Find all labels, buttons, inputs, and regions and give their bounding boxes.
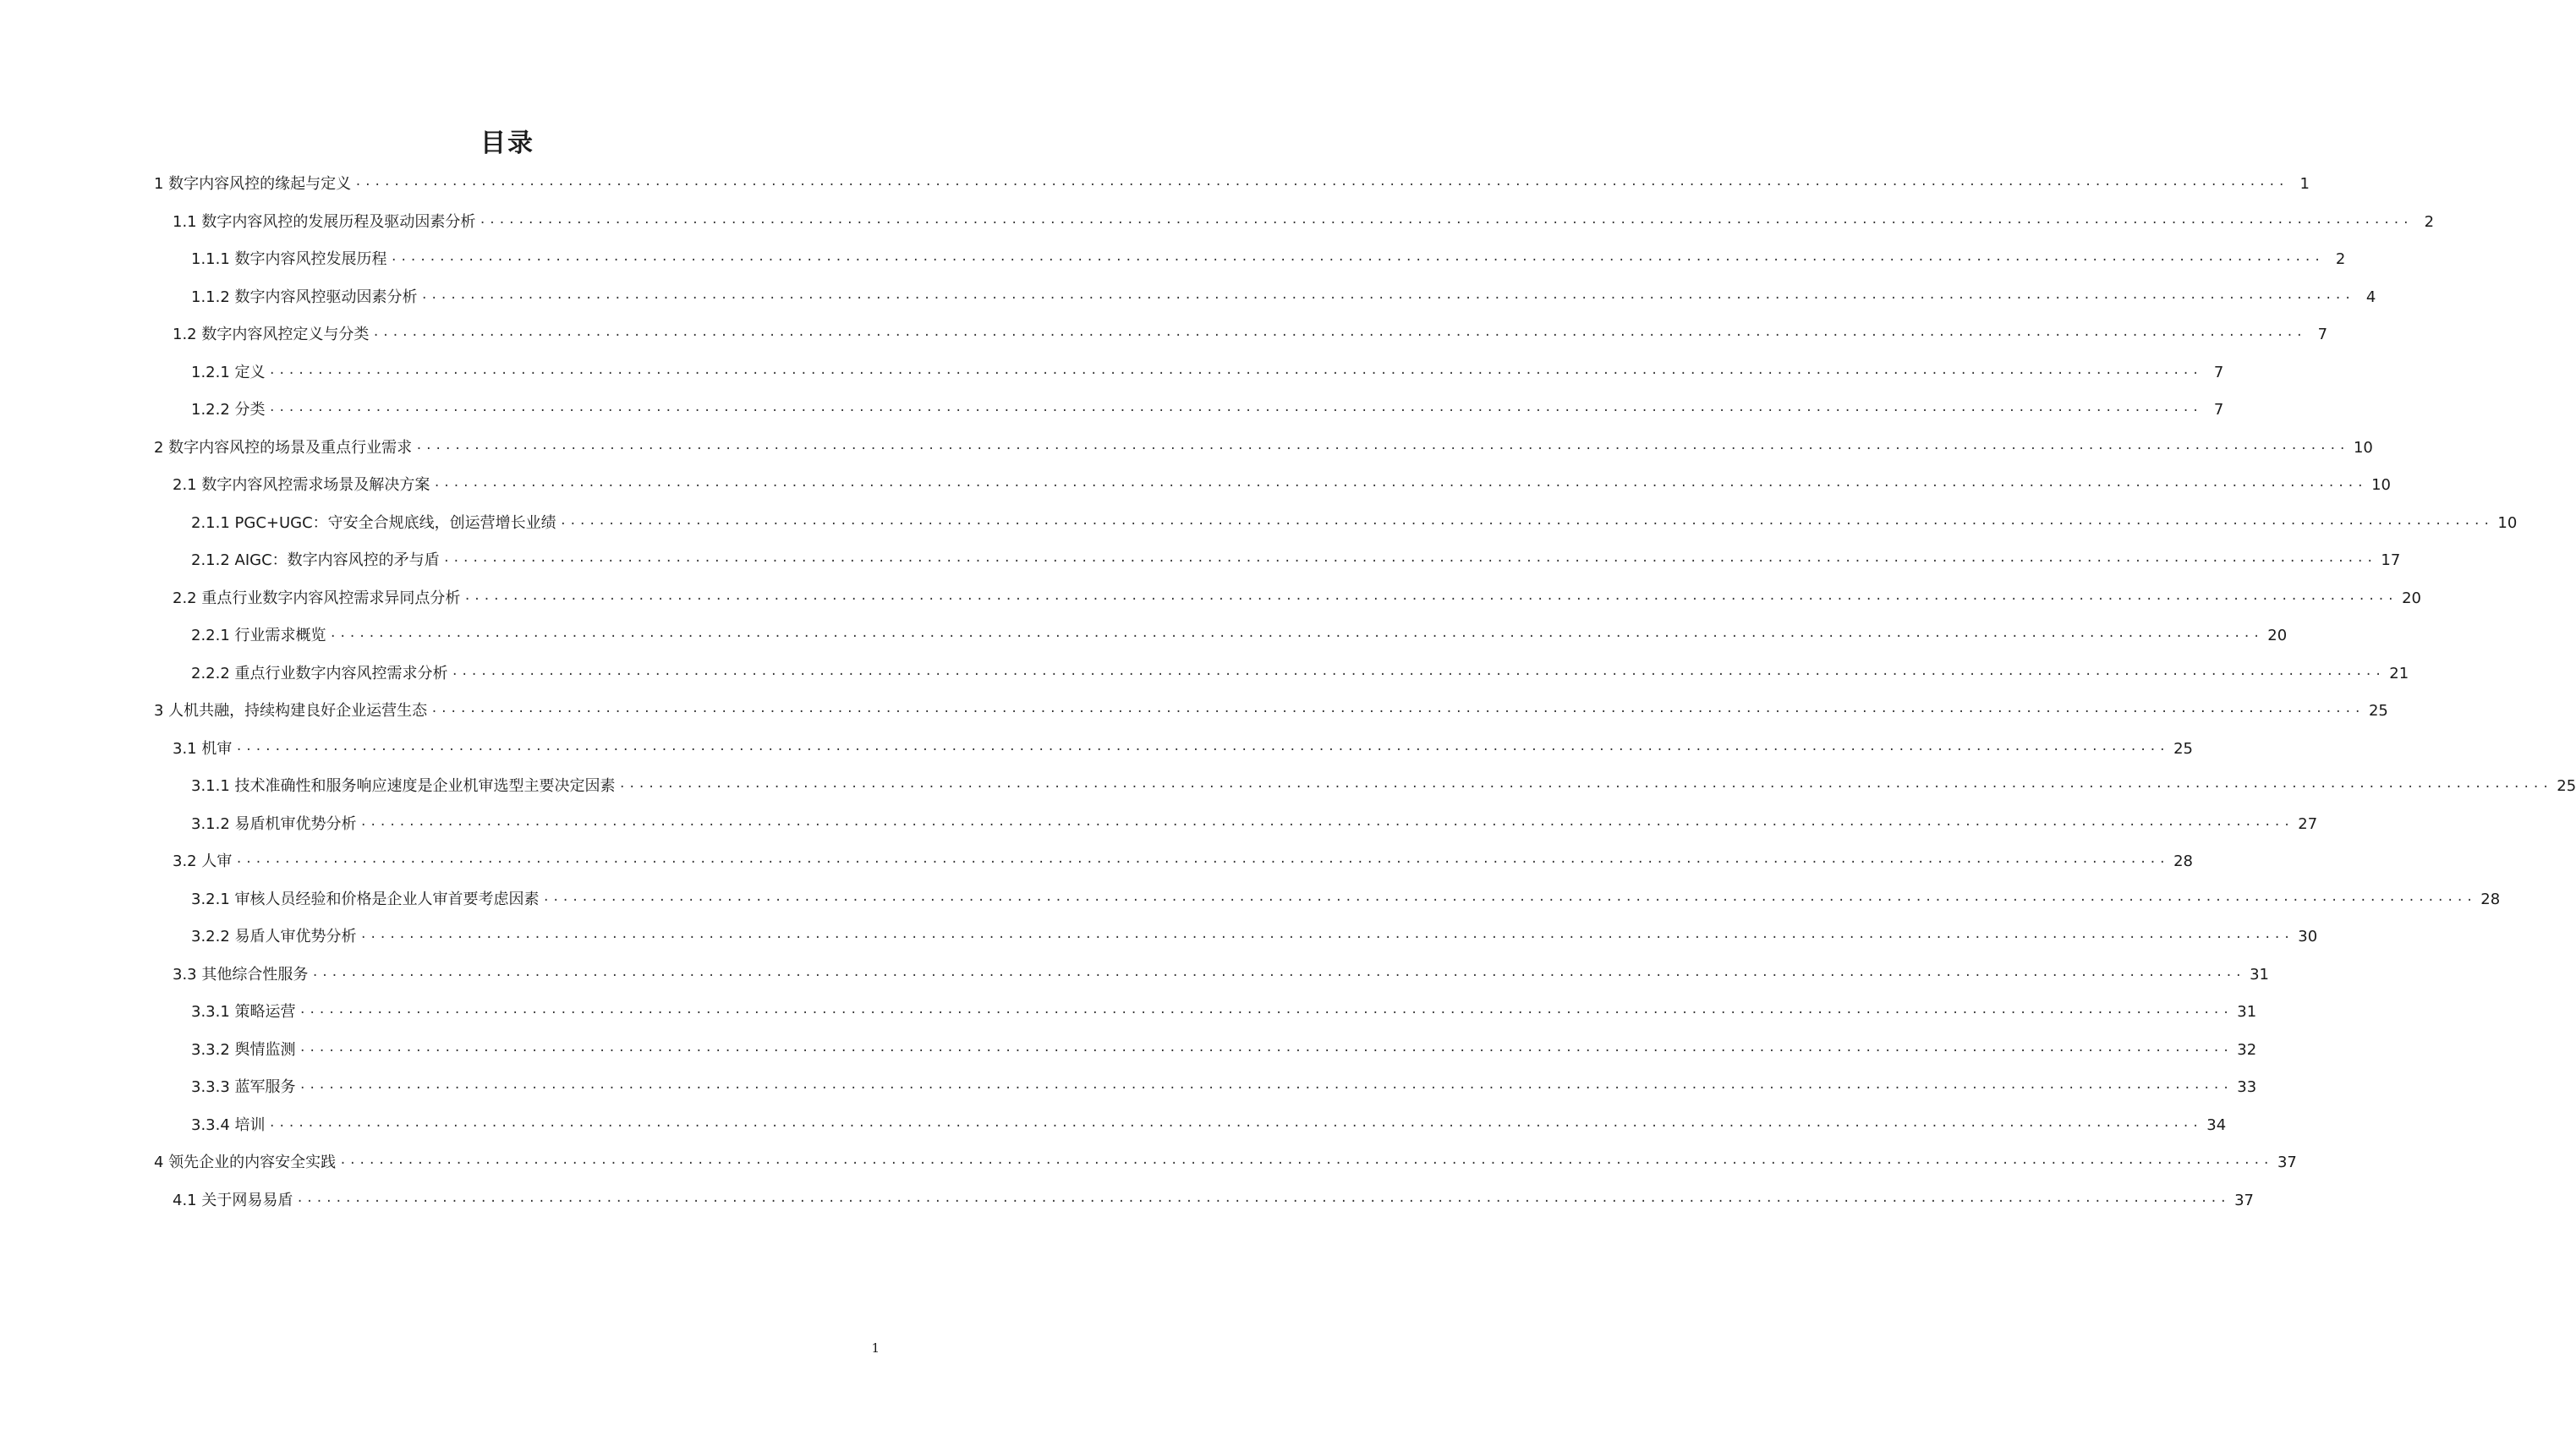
- toc-entry[interactable]: [191, 359, 2224, 383]
- toc-entry-page: 34: [2206, 1115, 2227, 1134]
- toc-entry-title: 1.1.1 数字内容风控发展历程: [191, 250, 387, 268]
- toc-entry-page: 31: [2237, 1003, 2257, 1021]
- toc-entry-page: 7: [2317, 326, 2328, 343]
- toc-entry-page: 20: [2267, 627, 2288, 644]
- toc-dot-leader: ........................................................................................................................................................................................................: [268, 363, 2202, 377]
- toc-dot-leader: ........................................................................................................................................................................................................: [359, 814, 2294, 829]
- toc-entry-title: 2.1 数字内容风控需求场景及解决方案: [173, 476, 430, 494]
- toc-entry-title: 3.3.2 舆情监测: [191, 1040, 296, 1059]
- toc-entry-page: 25: [2557, 777, 2576, 795]
- toc-dot-leader: ........................................................................................................................................................................................................: [354, 175, 2288, 189]
- toc-entry-page: 32: [2237, 1040, 2257, 1059]
- toc-entry[interactable]: [154, 435, 2373, 458]
- toc-entry-page: 1: [2299, 175, 2310, 193]
- toc-entry-page: 28: [2173, 852, 2194, 870]
- toc-entry[interactable]: [191, 1074, 2257, 1098]
- toc-dot-leader: ........................................................................................................................................................................................................: [542, 890, 2476, 904]
- toc-entry-page: 31: [2250, 965, 2270, 984]
- toc-dot-leader: ........................................................................................................................................................................................................: [296, 1191, 2230, 1205]
- toc-title: 目录: [480, 129, 534, 158]
- toc-dot-leader: ........................................................................................................................................................................................................: [372, 326, 2306, 339]
- toc-entry[interactable]: [173, 848, 2194, 872]
- toc-entry[interactable]: [173, 736, 2194, 759]
- toc-entry-title: 2.2.1 行业需求概览: [191, 627, 326, 644]
- toc-entry-page: 21: [2389, 664, 2409, 682]
- toc-dot-leader: ........................................................................................................................................................................................................: [430, 702, 2364, 715]
- toc-entry[interactable]: [173, 472, 2392, 496]
- toc-dot-leader: ........................................................................................................................................................................................................: [268, 401, 2202, 414]
- toc-entry[interactable]: [191, 1112, 2227, 1136]
- toc-entry[interactable]: [191, 660, 2409, 684]
- toc-entry-title: 3.3.1 策略运营: [191, 1003, 296, 1021]
- toc-entry-page: 7: [2213, 363, 2224, 381]
- toc-dot-leader: ........................................................................................................................................................................................................: [463, 589, 2398, 603]
- toc-entry-page: 37: [2234, 1191, 2255, 1209]
- toc-entry[interactable]: [173, 321, 2328, 345]
- toc-dot-leader: ........................................................................................................................................................................................................: [618, 777, 2552, 791]
- toc-entry[interactable]: [191, 1037, 2257, 1061]
- toc-dot-leader: ........................................................................................................................................................................................................: [420, 288, 2354, 302]
- toc-entry-title: 2.1.2 AIGC：数字内容风控的矛与盾: [191, 551, 440, 569]
- toc-entry-title: 3.3 其他综合性服务: [173, 965, 309, 984]
- toc-entry-title: 2 数字内容风控的场景及重点行业需求: [154, 438, 413, 457]
- toc-entry-title: 3.1 机审: [173, 739, 233, 758]
- toc-entry[interactable]: [191, 246, 2346, 270]
- toc-entry[interactable]: [191, 397, 2224, 420]
- toc-entry[interactable]: [191, 924, 2318, 947]
- toc-entry-title: 4.1 关于网易易盾: [173, 1191, 293, 1209]
- toc-dot-leader: ........................................................................................................................................................................................................: [299, 1078, 2233, 1092]
- toc-entry-title: 1.2.1 定义: [191, 363, 266, 381]
- toc-entry-title: 2.2.2 重点行业数字内容风控需求分析: [191, 664, 448, 682]
- toc-dot-leader: ........................................................................................................................................................................................................: [329, 627, 2263, 640]
- toc-entry[interactable]: [173, 1187, 2255, 1211]
- toc-entry-title: 3.3.3 蓝军服务: [191, 1078, 296, 1096]
- toc-entry-page: 25: [2368, 702, 2388, 720]
- toc-dot-leader: ........................................................................................................................................................................................................: [559, 513, 2493, 528]
- toc-dot-leader: ........................................................................................................................................................................................................: [442, 551, 2376, 565]
- toc-dot-leader: ........................................................................................................................................................................................................: [415, 438, 2349, 452]
- toc-entry-page: 27: [2298, 814, 2318, 833]
- toc-entry-title: 3.2.2 易盾人审优势分析: [191, 928, 357, 945]
- toc-entry-title: 2.1.1 PGC+UGC：守安全合规底线，创运营增长业绩: [191, 513, 556, 532]
- toc-entry-title: 3.3.4 培训: [191, 1115, 266, 1134]
- toc-dot-leader: ........................................................................................................................................................................................................: [235, 739, 2169, 754]
- toc-entry[interactable]: [191, 999, 2257, 1022]
- toc-entry-title: 1.2.2 分类: [191, 401, 266, 419]
- toc-entry[interactable]: [191, 773, 2576, 797]
- toc-entry-page: 25: [2173, 739, 2194, 758]
- toc-dot-leader: ........................................................................................................................................................................................................: [311, 965, 2245, 979]
- toc-entry[interactable]: [173, 209, 2435, 233]
- toc-entry[interactable]: [173, 962, 2270, 985]
- toc-entry-title: 4 领先企业的内容安全实践: [154, 1154, 337, 1171]
- toc-entry-page: 37: [2277, 1154, 2297, 1171]
- toc-entry[interactable]: [191, 622, 2288, 646]
- page-number: 1: [871, 1340, 880, 1356]
- toc-dot-leader: ........................................................................................................................................................................................................: [299, 1003, 2233, 1017]
- toc-entry-page: 7: [2213, 401, 2224, 419]
- toc-dot-leader: ........................................................................................................................................................................................................: [339, 1154, 2272, 1167]
- toc-dot-leader: ........................................................................................................................................................................................................: [268, 1115, 2202, 1130]
- toc-dot-leader: ........................................................................................................................................................................................................: [299, 1040, 2233, 1055]
- toc-entry[interactable]: [191, 811, 2318, 835]
- toc-entry-title: 2.2 重点行业数字内容风控需求异同点分析: [173, 589, 461, 607]
- toc-entry-page: 20: [2402, 589, 2422, 607]
- toc-entry[interactable]: [154, 1149, 2297, 1173]
- toc-entry-page: 4: [2365, 288, 2376, 306]
- toc-entry-title: 3.1.1 技术准确性和服务响应速度是企业机审选型主要决定因素: [191, 777, 616, 795]
- toc-entry-title: 3.1.2 易盾机审优势分析: [191, 814, 357, 833]
- toc-entry-title: 1.2 数字内容风控定义与分类: [173, 326, 370, 343]
- toc-dot-leader: ........................................................................................................................................................................................................: [359, 928, 2294, 941]
- toc-entry-title: 1.1.2 数字内容风控驱动因素分析: [191, 288, 418, 306]
- toc-entry-page: 28: [2480, 890, 2501, 908]
- toc-entry-title: 3 人机共融，持续构建良好企业运营生态: [154, 702, 428, 720]
- toc-entry-page: 17: [2381, 551, 2401, 569]
- toc-dot-leader: ........................................................................................................................................................................................................: [479, 212, 2413, 227]
- toc-entry[interactable]: [154, 698, 2388, 721]
- toc-entry-page: 10: [2497, 513, 2518, 532]
- toc-entry-page: 2: [2335, 250, 2346, 268]
- toc-entry-page: 30: [2298, 928, 2318, 945]
- toc-entry[interactable]: [154, 171, 2310, 195]
- toc-dot-leader: ........................................................................................................................................................................................................: [451, 664, 2385, 678]
- toc-dot-leader: ........................................................................................................................................................................................................: [235, 852, 2169, 866]
- toc-entry-title: 1.1 数字内容风控的发展历程及驱动因素分析: [173, 212, 476, 231]
- toc-dot-leader: ........................................................................................................................................................................................................: [433, 476, 2367, 490]
- toc-entry-title: 3.2.1 审核人员经验和价格是企业人审首要考虑因素: [191, 890, 540, 908]
- toc-entry-title: 1 数字内容风控的缘起与定义: [154, 175, 352, 193]
- toc-entry-title: 3.2 人审: [173, 852, 233, 870]
- toc-entry[interactable]: [191, 510, 2518, 534]
- toc-dot-leader: ........................................................................................................................................................................................................: [390, 250, 2324, 264]
- toc-entry[interactable]: [191, 547, 2401, 571]
- toc-entry-page: 10: [2371, 476, 2392, 494]
- toc-entry[interactable]: [191, 284, 2376, 308]
- toc-entry-page: 33: [2237, 1078, 2257, 1096]
- toc-entry[interactable]: [191, 886, 2501, 910]
- toc-entry[interactable]: [173, 585, 2422, 609]
- toc-entry-page: 10: [2353, 438, 2373, 457]
- toc-entry-page: 2: [2424, 212, 2435, 231]
